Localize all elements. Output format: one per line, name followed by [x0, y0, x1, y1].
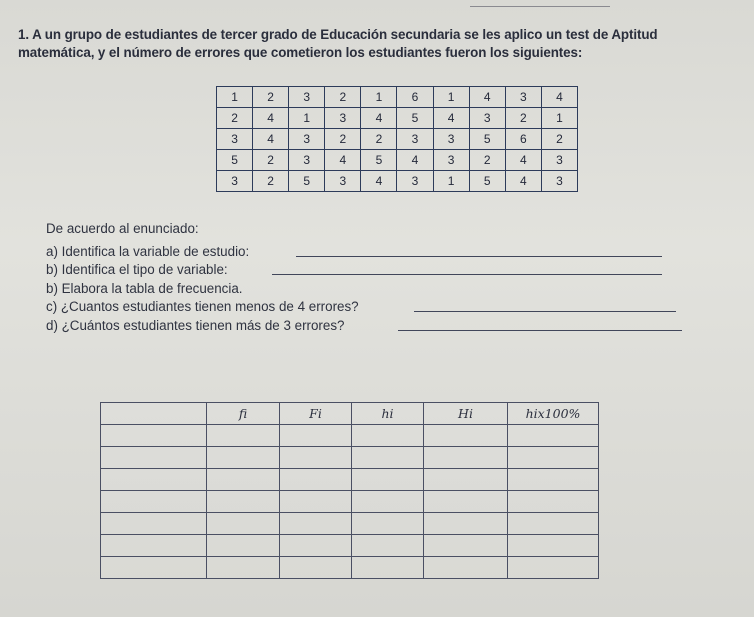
- table-cell: 3: [433, 150, 469, 171]
- table-cell: 4: [361, 171, 397, 192]
- table-cell: 4: [325, 150, 361, 171]
- freq-header-cell: Hi: [424, 403, 508, 425]
- freq-header-cell: Fi: [280, 403, 352, 425]
- freq-header-cell: hix100%: [508, 403, 599, 425]
- answer-blank[interactable]: [414, 311, 676, 312]
- freq-table-cell[interactable]: [424, 535, 508, 557]
- freq-table-row: [101, 557, 599, 579]
- table-cell: 2: [325, 129, 361, 150]
- errors-data-table: [216, 86, 578, 192]
- freq-table-cell[interactable]: [280, 447, 352, 469]
- table-cell: 3: [505, 87, 541, 108]
- freq-table-cell[interactable]: [207, 447, 280, 469]
- table-cell: 5: [361, 150, 397, 171]
- answer-blank[interactable]: [272, 274, 662, 275]
- table-cell: 1: [541, 108, 577, 129]
- freq-table-cell[interactable]: [101, 491, 207, 513]
- freq-table-cell[interactable]: [352, 513, 424, 535]
- freq-table-cell[interactable]: [508, 469, 599, 491]
- table-cell: 3: [541, 171, 577, 192]
- top-rule: [470, 6, 610, 7]
- table-cell: 5: [469, 171, 505, 192]
- table-cell: 3: [397, 171, 433, 192]
- table-cell: 1: [217, 87, 253, 108]
- table-cell: 5: [397, 108, 433, 129]
- table-cell: 2: [361, 129, 397, 150]
- table-cell: 2: [253, 150, 289, 171]
- freq-table-cell[interactable]: [424, 425, 508, 447]
- freq-table-cell[interactable]: [424, 447, 508, 469]
- freq-table-cell[interactable]: [101, 425, 207, 447]
- freq-table-row: [101, 469, 599, 491]
- table-cell: 3: [325, 171, 361, 192]
- freq-table-cell[interactable]: [280, 469, 352, 491]
- freq-table-cell[interactable]: [352, 447, 424, 469]
- freq-table-cell[interactable]: [508, 447, 599, 469]
- table-cell: 2: [469, 150, 505, 171]
- table-cell: 3: [289, 150, 325, 171]
- table-cell: 5: [289, 171, 325, 192]
- table-cell: 3: [433, 129, 469, 150]
- freq-table-cell[interactable]: [207, 513, 280, 535]
- table-cell: 2: [505, 108, 541, 129]
- freq-table-row: [101, 425, 599, 447]
- freq-table-cell[interactable]: [352, 535, 424, 557]
- freq-header-cell: hi: [352, 403, 424, 425]
- freq-table-cell[interactable]: [207, 535, 280, 557]
- table-row: [217, 171, 578, 192]
- table-cell: 3: [469, 108, 505, 129]
- answer-blank[interactable]: [296, 256, 662, 257]
- table-row: [217, 87, 578, 108]
- freq-table-cell[interactable]: [508, 513, 599, 535]
- section-label: De acuerdo al enunciado:: [46, 221, 199, 236]
- table-cell: 4: [361, 108, 397, 129]
- table-cell: 3: [397, 129, 433, 150]
- freq-table-cell[interactable]: [101, 447, 207, 469]
- table-cell: 2: [325, 87, 361, 108]
- freq-table-cell[interactable]: [101, 469, 207, 491]
- table-cell: 3: [217, 171, 253, 192]
- table-cell: 6: [505, 129, 541, 150]
- freq-table-cell[interactable]: [207, 491, 280, 513]
- answer-blank[interactable]: [398, 330, 682, 331]
- question-d-more-than-3: d) ¿Cuántos estudiantes tienen más de 3 errores?: [46, 317, 686, 335]
- table-cell: 1: [289, 108, 325, 129]
- freq-table-cell[interactable]: [207, 469, 280, 491]
- freq-table-cell[interactable]: [207, 557, 280, 579]
- table-cell: 2: [217, 108, 253, 129]
- freq-table-cell[interactable]: [352, 557, 424, 579]
- table-cell: 2: [541, 129, 577, 150]
- table-cell: 3: [325, 108, 361, 129]
- freq-table-row: [101, 447, 599, 469]
- freq-header-cell: [101, 403, 207, 425]
- freq-table-cell[interactable]: [280, 425, 352, 447]
- table-cell: 2: [253, 171, 289, 192]
- table-cell: 3: [289, 129, 325, 150]
- table-row: [217, 108, 578, 129]
- table-cell: 4: [433, 108, 469, 129]
- problem-line-2: matemática, y el número de errores que cometieron los estudiantes fueron los siguientes:: [18, 45, 583, 60]
- freq-table-cell[interactable]: [280, 513, 352, 535]
- freq-table-cell[interactable]: [508, 557, 599, 579]
- question-b-type: b) Identifica el tipo de variable:: [46, 261, 686, 279]
- freq-table-cell[interactable]: [508, 535, 599, 557]
- freq-table-cell[interactable]: [101, 535, 207, 557]
- table-row: [217, 150, 578, 171]
- freq-table-cell[interactable]: [280, 491, 352, 513]
- table-cell: 4: [541, 87, 577, 108]
- freq-table-cell[interactable]: [280, 557, 352, 579]
- freq-table-row: [101, 535, 599, 557]
- freq-table-row: [101, 513, 599, 535]
- table-cell: 4: [253, 108, 289, 129]
- table-cell: 4: [505, 150, 541, 171]
- question-b-frequency-table: b) Elabora la tabla de frecuencia.: [46, 280, 243, 296]
- freq-table-cell[interactable]: [352, 469, 424, 491]
- table-cell: 3: [217, 129, 253, 150]
- question-a-variable: a) Identifica la variable de estudio:: [46, 243, 686, 261]
- table-cell: 3: [541, 150, 577, 171]
- problem-line-1: 1. A un grupo de estudiantes de tercer grado de Educación secundaria se les aplico un test de Aptitud: [18, 27, 658, 42]
- problem-statement: [18, 26, 742, 62]
- freq-table-cell[interactable]: [207, 425, 280, 447]
- freq-table-cell[interactable]: [101, 557, 207, 579]
- questions-list: [46, 243, 686, 335]
- frequency-table: [100, 402, 599, 579]
- table-cell: 5: [469, 129, 505, 150]
- freq-table-cell[interactable]: [424, 557, 508, 579]
- freq-table-cell[interactable]: [508, 425, 599, 447]
- table-cell: 4: [469, 87, 505, 108]
- table-cell: 6: [397, 87, 433, 108]
- freq-table-cell[interactable]: [280, 535, 352, 557]
- freq-table-cell[interactable]: [101, 513, 207, 535]
- freq-table-row: [101, 491, 599, 513]
- freq-table-cell[interactable]: [424, 513, 508, 535]
- freq-table-cell[interactable]: [424, 491, 508, 513]
- table-cell: 1: [433, 87, 469, 108]
- table-cell: 3: [289, 87, 325, 108]
- table-cell: 4: [505, 171, 541, 192]
- table-cell: 4: [253, 129, 289, 150]
- table-row: [217, 129, 578, 150]
- table-cell: 1: [433, 171, 469, 192]
- freq-table-cell[interactable]: [352, 491, 424, 513]
- freq-header-cell: fi: [207, 403, 280, 425]
- freq-table-cell[interactable]: [424, 469, 508, 491]
- question-c-less-than-4: c) ¿Cuantos estudiantes tienen menos de 4 errores?: [46, 298, 686, 316]
- table-cell: 2: [253, 87, 289, 108]
- table-cell: 1: [361, 87, 397, 108]
- table-cell: 4: [397, 150, 433, 171]
- freq-table-cell[interactable]: [352, 425, 424, 447]
- freq-table-cell[interactable]: [508, 491, 599, 513]
- table-cell: 5: [217, 150, 253, 171]
